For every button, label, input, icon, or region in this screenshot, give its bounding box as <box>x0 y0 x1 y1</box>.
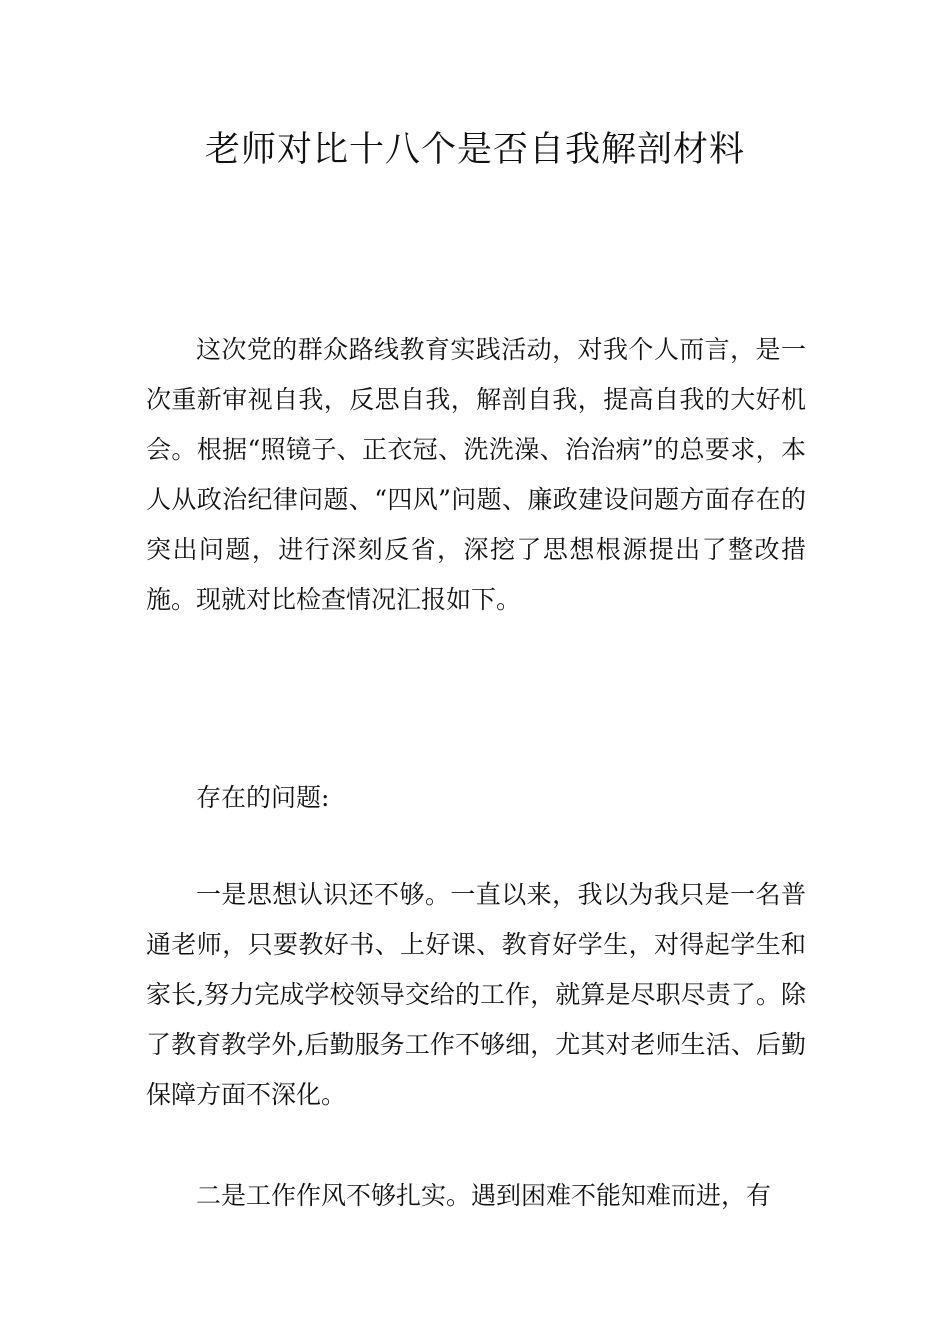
paragraph-issue-one: 一是思想认识还不够。一直以来，我以为我只是一名普通老师，只要教好书、上好课、教育好学生，对得起学生和家长,努力完成学校领导交给的工作，就算是尽职尽责了。除了教育教学外,后勤服务工作不够细，尤其对老师生活、后勤保障方面不深化。 <box>146 880 806 1109</box>
document-title: 老师对比十八个是否自我解剖材料 <box>204 130 745 170</box>
paragraph-issue-two: 二是工作作风不够扎实。遇到困难不能知难而进，有 <box>196 1181 772 1210</box>
paragraph-intro: 这次党的群众路线教育实践活动，对我个人而言，是一次重新审视自我，反思自我，解剖自我，提高自我的大好机会。根据“照镜子、正衣冠、洗洗澡、治治病”的总要求，本人从政治纪律问题、“四风”问题、廉政建设问题方面存在的突出问题，进行深刻反省，深挖了思想根源提出了整改措施。现就对比检查情况汇报如下。 <box>146 335 806 614</box>
paragraph-issues-heading: 存在的问题: <box>196 783 330 812</box>
